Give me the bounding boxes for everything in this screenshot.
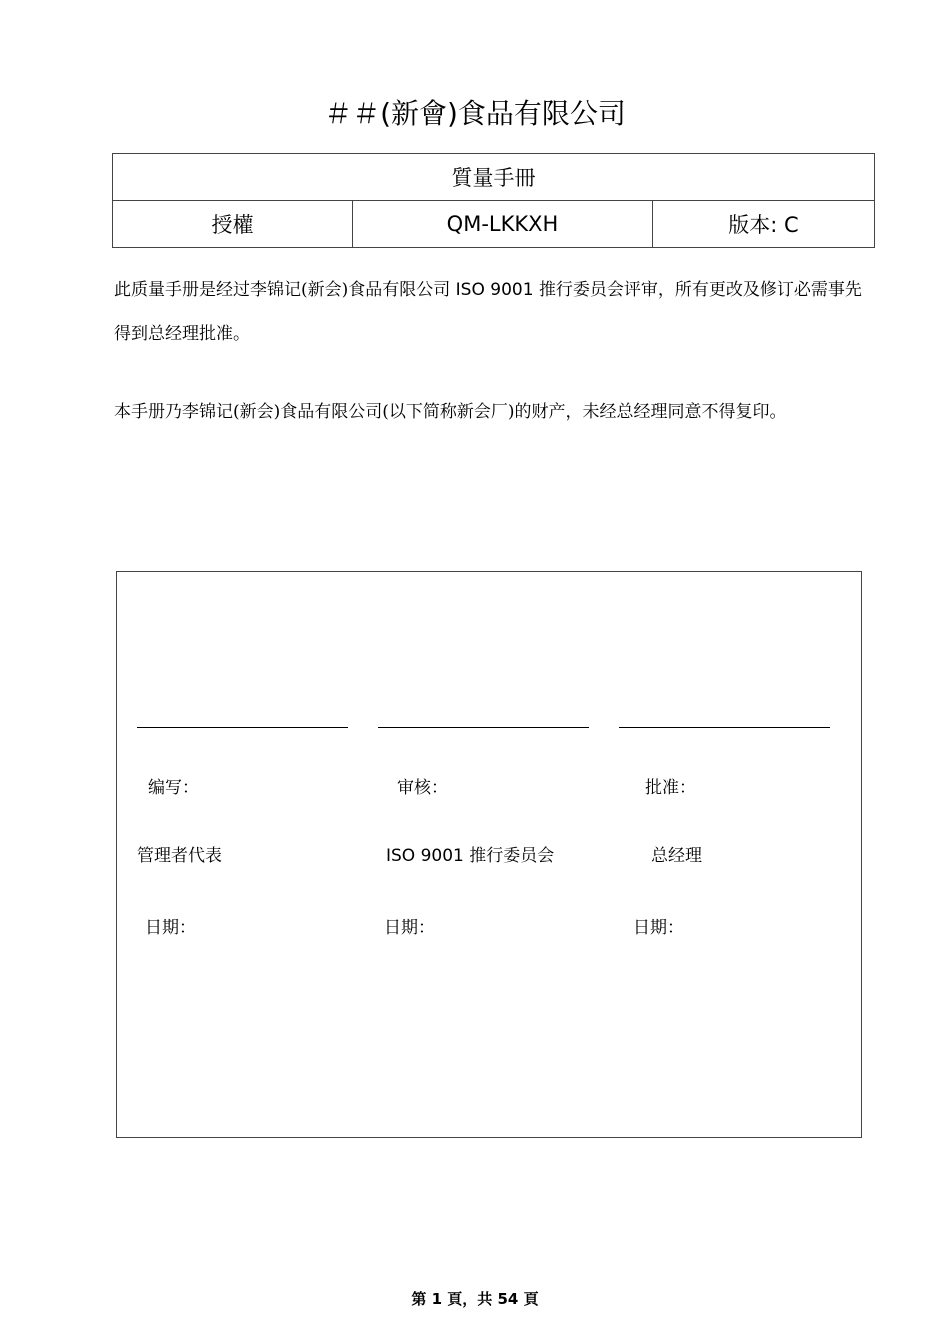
reviewer-title-iso: ISO 9001 (386, 846, 470, 866)
header-table (112, 153, 875, 248)
approver-label: 批准： (645, 778, 696, 798)
approval-iso: ISO 9001 (450, 280, 539, 300)
compiler-title: 管理者代表 (137, 846, 222, 866)
doc-code-cell: QM-LKKXH (353, 201, 653, 248)
manual-name: 質量手冊 (113, 154, 875, 201)
approval-text-1: 此质量手册是经过李锦记(新会)食品有限公司 (114, 280, 451, 300)
authorization-cell: 授權 (113, 201, 353, 248)
header-row-title (113, 154, 875, 201)
reviewer-title (386, 841, 554, 866)
version-cell: 版本: C (653, 201, 875, 248)
property-paragraph: 本手册乃李锦记(新会)食品有限公司(以下简称新会厂)的财产，未经总经理同意不得复印。 (114, 402, 787, 422)
approval-text-2: 推行委员会评审，所有更改及修订必需事先得到总经理批准。 (114, 280, 862, 344)
approver-date-label: 日期： (633, 918, 684, 938)
signature-box (116, 571, 862, 1138)
signature-line-reviewer (378, 727, 589, 728)
approval-paragraph (114, 268, 874, 356)
signature-line-approver (619, 727, 830, 728)
compiler-date-label: 日期： (145, 918, 196, 938)
compiler-label: 编写： (148, 778, 199, 798)
reviewer-date-label: 日期： (384, 918, 435, 938)
header-row-meta (113, 201, 875, 248)
reviewer-label: 审核： (397, 778, 448, 798)
company-title: ＃＃(新會)食品有限公司 (324, 97, 626, 130)
reviewer-title-text: 推行委员会 (469, 846, 555, 866)
signature-line-compiler (137, 727, 348, 728)
approver-title: 总经理 (651, 846, 702, 866)
page-number: 第 1 頁，共 54 頁 (411, 1290, 539, 1308)
